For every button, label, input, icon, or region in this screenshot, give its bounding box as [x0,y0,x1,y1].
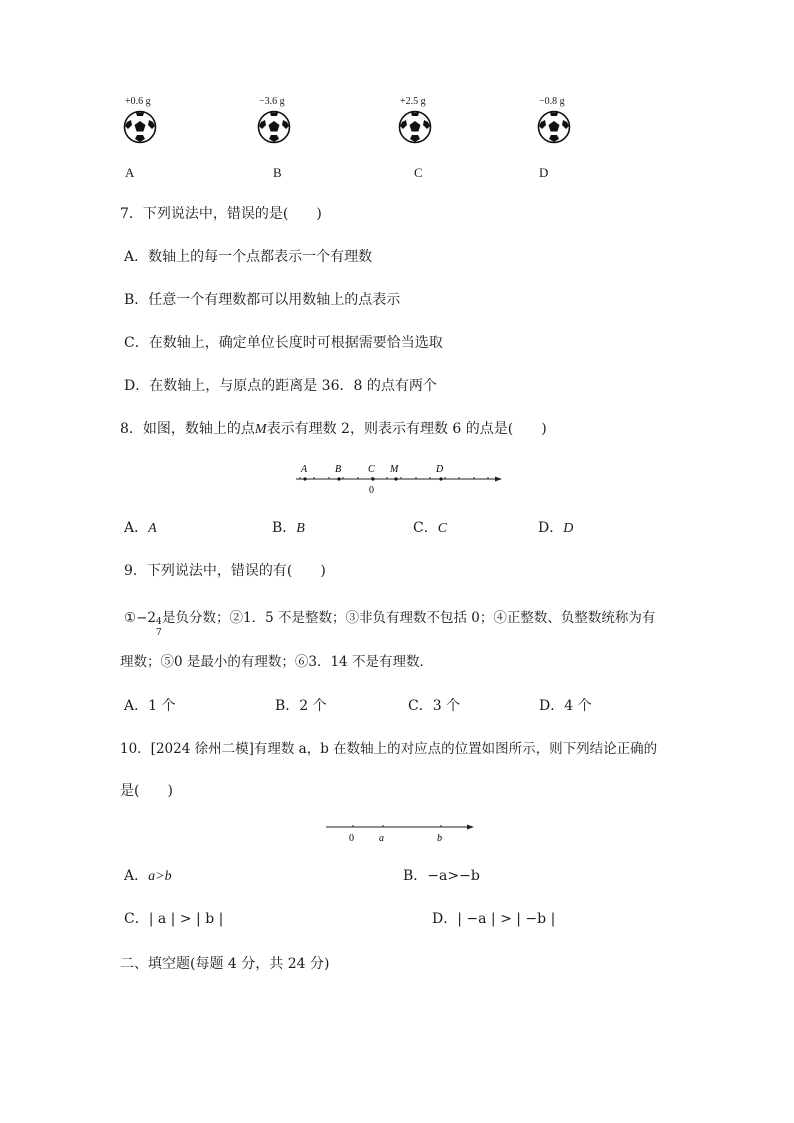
q8-option-d [538,519,573,538]
label-zero: 0 [369,485,374,496]
ball-letter-a: A [125,165,135,180]
label-a: A [301,464,308,475]
q10-option-c: C．| a | > | b | [124,911,224,927]
label-b: B [335,464,342,475]
axis-arrow-icon [495,477,502,482]
fraction-numerator: 4 [156,617,162,627]
label-a: a [379,833,384,844]
option-prefix: D． [538,520,564,536]
q7-option-a: A．数轴上的每一个点都表示一个有理数 [124,249,373,265]
section-heading: 二、填空题(每题 4 分，共 24 分) [120,956,330,972]
option-value: B [296,521,305,536]
q8-option-c [413,519,447,538]
soccer-ball-icon [123,110,157,144]
q9-line1-start: ①−2 [124,610,157,626]
q9-option-c: C．3 个 [408,698,461,714]
ball-weight: +2.5 g [400,96,426,107]
option-value: C [437,521,448,536]
ball-letter-b: B [273,165,282,180]
ball-weight: +0.6 g [125,96,151,107]
soccer-ball-icon [398,110,432,144]
axis-arrow-icon [467,825,474,830]
q10-stem-line1: 10．[2024 徐州二模]有理数 a，b 在数轴上的对应点的位置如图所示，则下列结论正确的 [120,741,658,757]
q10-stem-line2: 是( ) [120,783,173,799]
option-value: a>b [148,869,172,884]
option-prefix: A． [124,868,149,884]
option-prefix: B． [272,520,297,536]
ball-letter-d: D [539,165,549,180]
q9-line2: 理数；⑤0 是最小的有理数；⑥3．14 不是有理数． [120,654,433,670]
q10-option-d: D．| −a | > | −b | [432,911,556,927]
label-zero: 0 [349,833,354,844]
option-value: A [148,521,157,536]
soccer-ball-icon [537,110,571,144]
ball-weight: −3.6 g [259,96,285,107]
q9-option-b: B．2 个 [275,698,327,714]
label-d: D [436,464,444,475]
q10-option-a [124,867,172,886]
option-prefix: C． [413,520,438,536]
ball-option-b [257,96,317,144]
fraction-denominator: 7 [156,628,162,638]
q7-stem: 7．下列说法中，错误的是( ) [120,206,322,222]
q7-option-b: B．任意一个有理数都可以用数轴上的点表示 [124,292,401,308]
q8-stem-point: M [254,422,267,437]
point-b [337,477,340,480]
ball-weight: −0.8 g [539,96,565,107]
q8-number-line [292,460,506,496]
point-c [371,477,374,480]
q8-stem [120,420,547,439]
point-d [439,477,442,480]
q9-line1-rest: 是负分数；②1．5 不是整数；③非负有理数不包括 0；④正整数、负整数统称为有 [162,610,656,626]
q9-stem: 9．下列说法中，错误的有( ) [124,563,326,579]
q10-option-b: B．−a>−b [403,868,480,884]
q7-option-d: D．在数轴上，与原点的距离是 36．8 的点有两个 [124,378,437,394]
q8-option-b [272,519,305,538]
ball-option-d [537,96,597,144]
ball-letter-c: C [414,165,423,180]
point-m [394,477,397,480]
q8-stem-part1: 8．如图，数轴上的点 [120,421,255,437]
option-prefix: A． [124,520,149,536]
ball-option-a [123,96,183,144]
q9-line1 [124,609,656,638]
point-a [303,477,306,480]
label-b: b [437,833,442,844]
ball-option-c [398,96,458,144]
q10-number-line [322,818,478,846]
q8-stem-part2: 表示有理数 2，则表示有理数 6 的点是( ) [266,421,547,437]
soccer-ball-icon [257,110,291,144]
q7-option-c: C．在数轴上，确定单位长度时可根据需要恰当选取 [124,335,443,351]
label-m: M [390,464,399,475]
q9-option-a: A．1 个 [124,698,176,714]
q8-option-a [124,519,157,538]
label-c: C [368,464,375,475]
option-value: D [563,521,574,536]
q9-option-d: D．4 个 [539,698,592,714]
